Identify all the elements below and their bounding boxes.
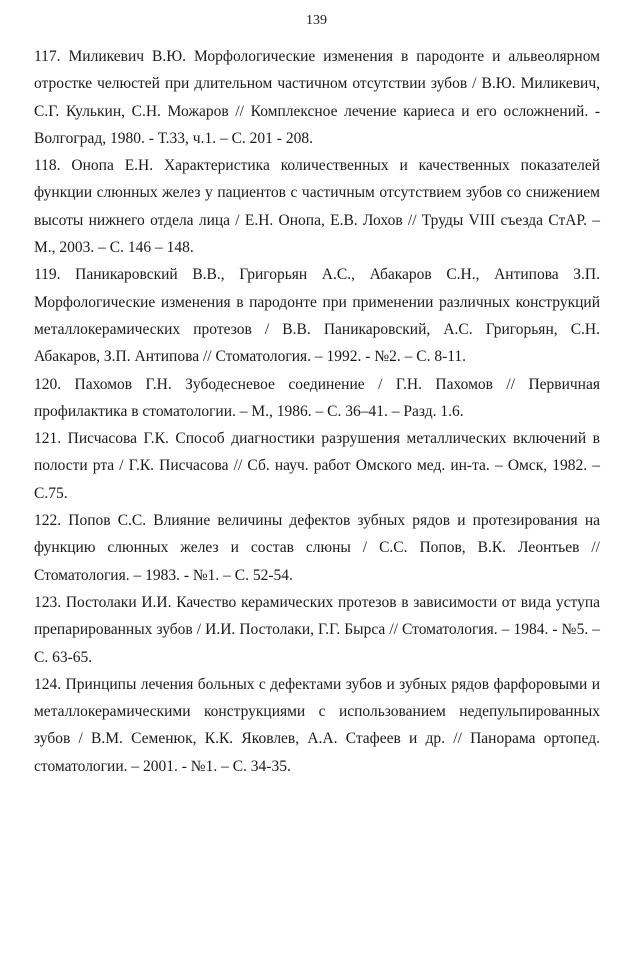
reference-item-120: 120. Пахомов Г.Н. Зубодесневое соединение / Г.Н. Пахомов // Первичная профилактика в стоматологии. – М., 1986. – С. 36–41. – Разд. 1.6. — [34, 375, 600, 420]
reference-item-124: 124. Принципы лечения больных с дефектами зубов и зубных рядов фарфоровыми и металлокерамическими конструкциями с использованием недепульпированных зубов / В.М. Семенюк, К.К. Яковлев, А.А. Стафеев и др. // Панорама ортопед. стоматологии. – 2001. - №1. – С. 34-35. — [34, 675, 600, 775]
reference-item-123: 123. Постолаки И.И. Качество керамических протезов в зависимости от вида уступа препарированных зубов / И.И. Постолаки, Г.Г. Бырса // Стоматология. – 1984. - №5. – С. 63-65. — [34, 593, 600, 666]
reference-item-118: 118. Онопа Е.Н. Характеристика количественных и качественных показателей функции слюнных желез у пациентов с частичным отсутствием зубов со снижением высоты нижнего отдела лица / Е.Н. Онопа, Е.В. Лохов // Труды VIII съезда СтАР. – М., 2003. – С. 146 – 148. — [34, 157, 600, 257]
reference-item-122: 122. Попов С.С. Влияние величины дефектов зубных рядов и протезирования на функцию слюнных желез и состав слюны / С.С. Попов, В.К. Леонтьев // Стоматология. – 1983. - №1. – С. 52-54. — [34, 512, 600, 584]
reference-list — [34, 43, 600, 780]
reference-item-117: 117. Миликевич В.Ю. Морфологические изменения в пародонте и альвеолярном отростке челюстей при длительном частичном отсутствии зубов / В.Ю. Миликевич, С.Г. Кулькин, С.Н. Можаров // Комплексное лечение кариеса и его осложнений. - Волгоград, 1980. - Т.33, ч.1. – С. 201 - 208. — [34, 48, 600, 147]
reference-item-121: 121. Писчасова Г.К. Способ диагностики разрушения металлических включений в полости рта / Г.К. Писчасова // Сб. науч. работ Омского мед. ин-та. – Омск, 1982. – С.75. — [34, 430, 600, 502]
reference-item-119: 119. Паникаровский В.В., Григорьян А.С., Абакаров С.Н., Антипова З.П. Морфологические изменения в пародонте при применении различных конструкций металлокерамических протезов / В.В. Паникаровский, А.С. Григорьян, С.Н. Абакаров, З.П. Антипова // Стоматология. – 1992. - №2. – С. 8-11. — [34, 266, 600, 366]
page-number: 139 — [306, 13, 327, 28]
